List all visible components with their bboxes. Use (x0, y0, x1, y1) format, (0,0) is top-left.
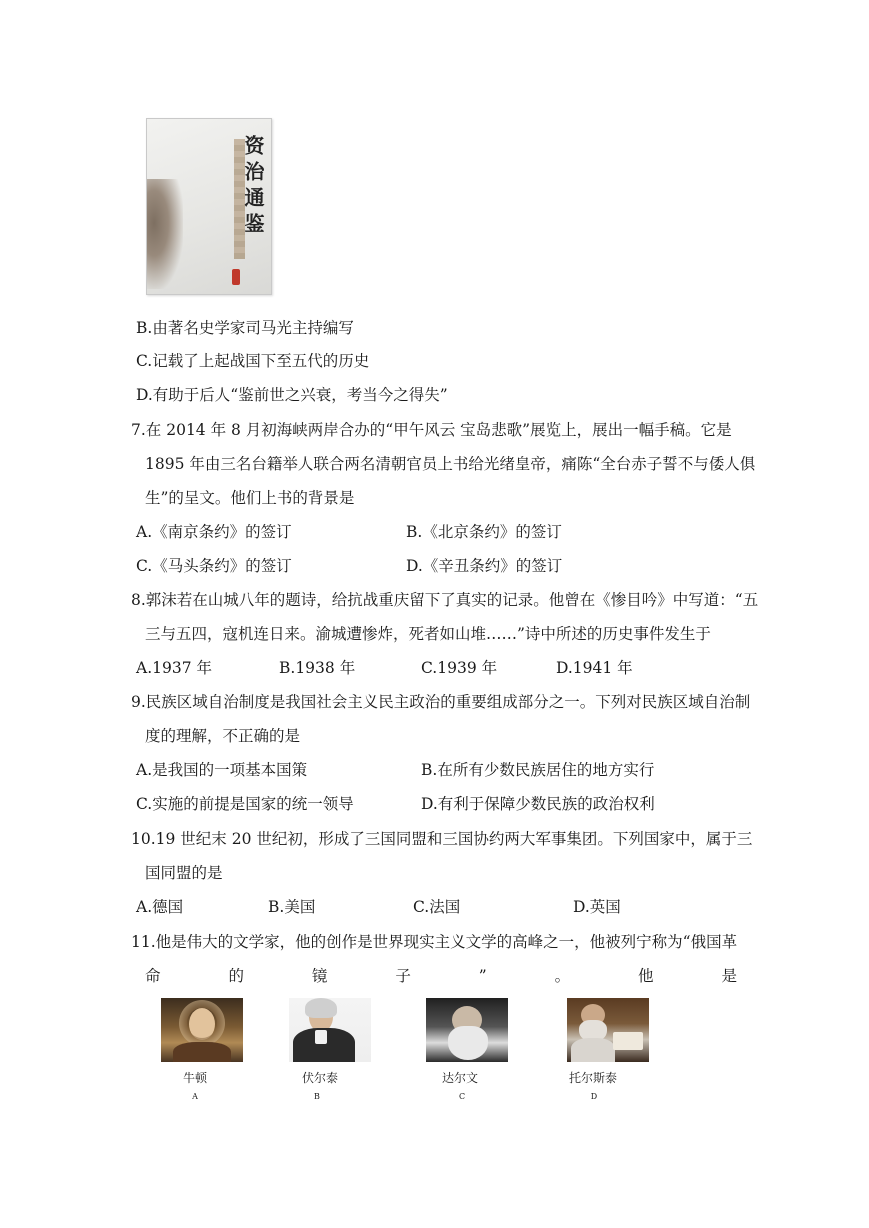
q10-option-d: D.英国 (573, 898, 621, 916)
q8-stem-line-1: 8.郭沫若在山城八年的题诗，给抗战重庆留下了真实的记录。他曾在《惨目吟》中写道：“五 (131, 591, 759, 609)
publisher-logo (232, 269, 240, 285)
q11-line2-char: 的 (228, 967, 244, 985)
q7-stem-line-3: 生”的呈文。他们上书的背景是 (145, 489, 355, 507)
book-decoration (147, 179, 183, 289)
q9-option-d: D.有利于保障少数民族的政治权利 (421, 795, 655, 813)
q8-option-c: C.1939 年 (421, 659, 498, 677)
tolstoy-portrait (567, 998, 649, 1062)
q11-stem-line-2 (145, 966, 737, 986)
q7-option-a: A.《南京条约》的签订 (136, 523, 292, 541)
q7-option-c: C.《马头条约》的签订 (136, 557, 292, 575)
q9-stem-line-2: 度的理解，不正确的是 (145, 727, 301, 745)
newton-portrait (161, 998, 243, 1062)
q7-option-b: B.《北京条约》的签订 (406, 523, 562, 541)
q7-option-d: D.《辛丑条约》的签订 (406, 557, 563, 575)
q10-option-b: B.美国 (268, 898, 316, 916)
q11-line2-char: 他 (638, 967, 654, 985)
q10-stem-line-1: 10.19 世纪末 20 世纪初，形成了三国同盟和三国协约两大军事集团。下列国家中，属于三 (131, 830, 753, 848)
darwin-portrait (426, 998, 508, 1062)
q10-stem-line-2: 国同盟的是 (145, 864, 223, 882)
option-letter-b: B (314, 1092, 320, 1101)
caption-darwin: 达尔文 (441, 1071, 478, 1085)
q11-line2-char: ” (478, 967, 487, 985)
q8-option-d: D.1941 年 (556, 659, 633, 677)
q9-stem-line-1: 9.民族区域自治制度是我国社会主义民主政治的重要组成部分之一。下列对民族区域自治制 (131, 693, 751, 711)
option-letter-a: A (192, 1092, 198, 1101)
voltaire-portrait (289, 998, 371, 1062)
q9-option-b: B.在所有少数民族居住的地方实行 (421, 761, 655, 779)
q11-line2-char: 。 (554, 967, 571, 985)
q11-line2-char: 命 (145, 967, 161, 985)
q10-option-a: A.德国 (136, 898, 184, 916)
q8-option-b: B.1938 年 (279, 659, 356, 677)
q9-option-a: A.是我国的一项基本国策 (136, 761, 308, 779)
caption-voltaire: 伏尔泰 (301, 1071, 338, 1085)
q11-line2-char: 子 (395, 967, 411, 985)
q7-stem-line-2: 1895 年由三名台籍举人联合两名清朝官员上书给光绪皇帝，痛陈“全台赤子誓不与倭人俱 (145, 455, 756, 473)
option-letter-d: D (590, 1092, 598, 1101)
caption-newton: 牛顿 (182, 1071, 207, 1085)
book-cover-image (146, 118, 272, 295)
q6-option-d: D.有助于后人“鉴前世之兴衰，考当今之得失” (136, 386, 448, 404)
option-letter-c: C (458, 1092, 466, 1101)
q8-option-a: A.1937 年 (136, 659, 212, 677)
q9-option-c: C.实施的前提是国家的统一领导 (136, 795, 354, 813)
q7-stem-line-1: 7.在 2014 年 8 月初海峡两岸合办的“甲午风云 宝岛悲歌”展览上，展出一幅手稿。它是 (131, 421, 732, 439)
q6-option-b: B.由著名史学家司马光主持编写 (136, 319, 354, 337)
q6-option-c: C.记载了上起战国下至五代的历史 (136, 352, 370, 370)
q8-stem-line-2: 三与五四，寇机连日来。渝城遭惨炸，死者如山堆……”诗中所述的历史事件发生于 (145, 625, 711, 643)
q10-option-c: C.法国 (413, 898, 461, 916)
q11-line2-char: 是 (721, 967, 737, 985)
caption-tolstoy: 托尔斯泰 (568, 1071, 617, 1085)
q11-stem-line-1: 11.他是伟大的文学家，他的创作是世界现实主义文学的高峰之一，他被列宁称为“俄国革 (131, 933, 738, 951)
q11-line2-char: 镜 (311, 967, 328, 985)
book-title: 资治通鉴 (241, 135, 265, 239)
